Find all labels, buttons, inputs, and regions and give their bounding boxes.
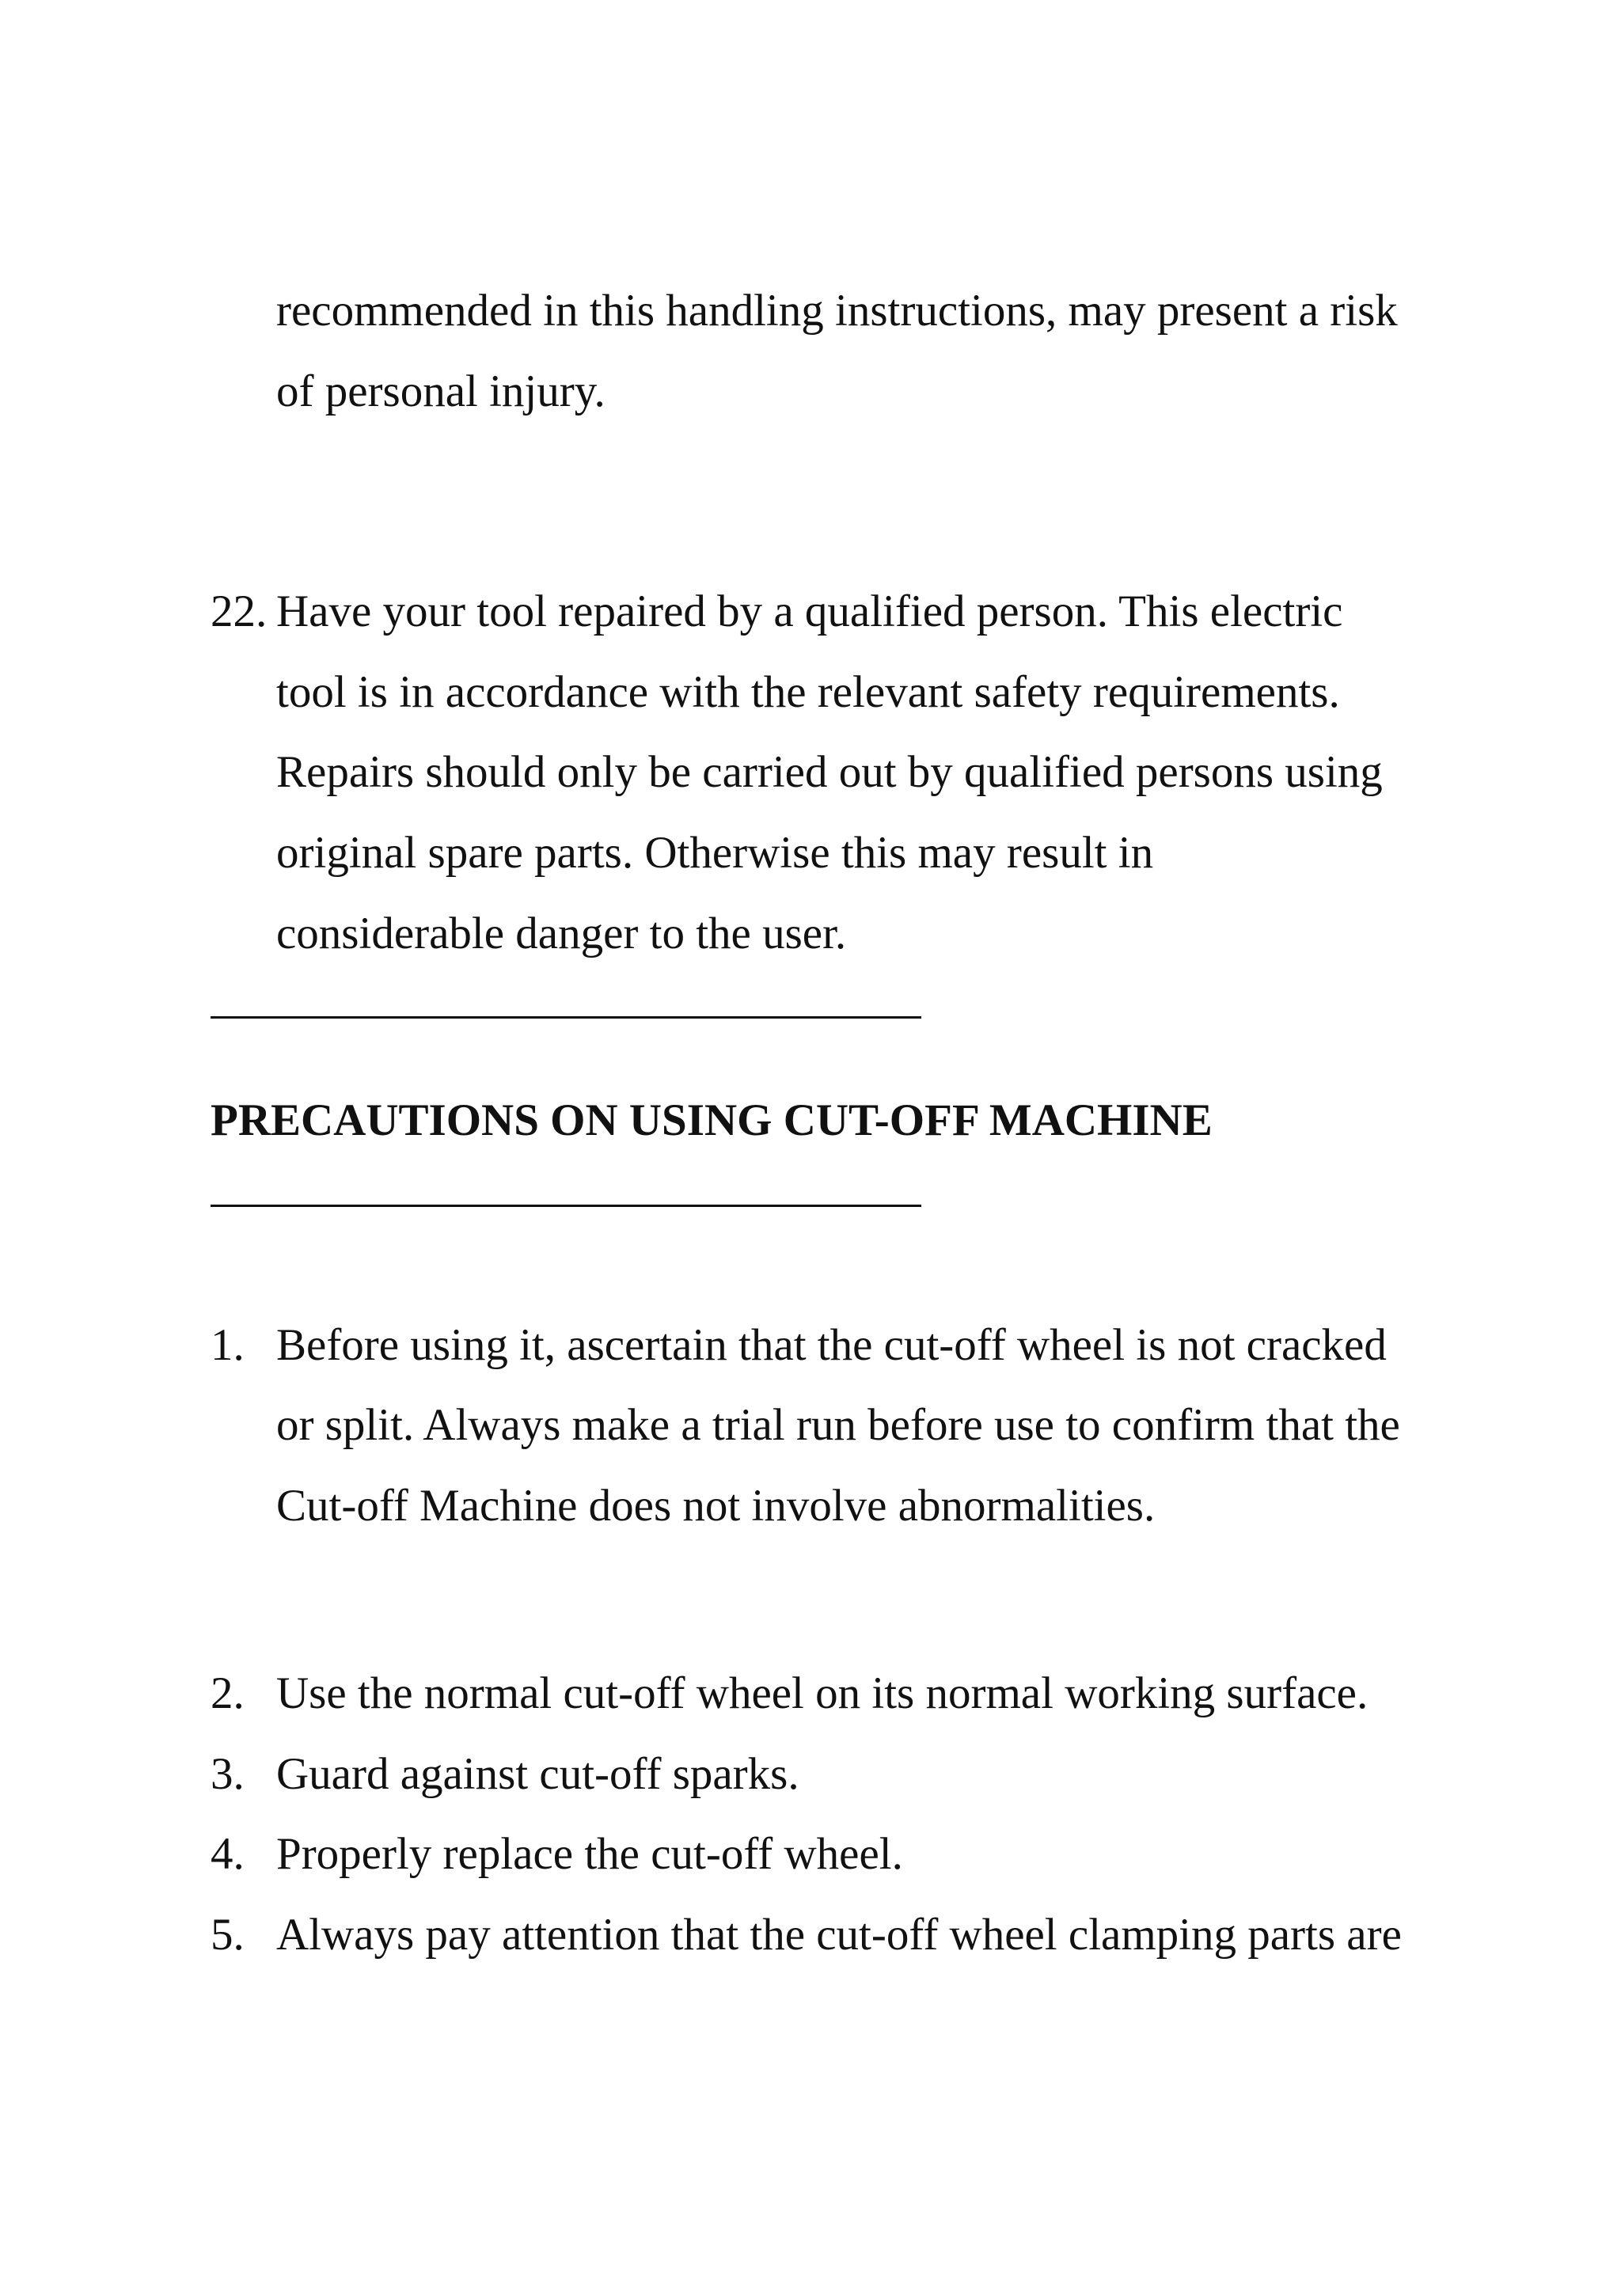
precaution-4-line-1: Properly replace the cut-off wheel. bbox=[276, 1829, 903, 1879]
precaution-5-line-1: Always pay attention that the cut-off wheel clamping parts are bbox=[276, 1910, 1402, 1960]
precaution-3-line-1: Guard against cut-off sparks. bbox=[276, 1749, 799, 1799]
item-22-line-5: considerable danger to the user. bbox=[276, 909, 847, 958]
precaution-2-line-1: Use the normal cut-off wheel on its normal working surface. bbox=[276, 1668, 1369, 1718]
top-divider bbox=[211, 1016, 921, 1019]
precaution-1-line-2: or split. Always make a trial run before use to confirm that the bbox=[276, 1400, 1400, 1450]
item-22-line-3: Repairs should only be carried out by qualified persons using bbox=[276, 747, 1383, 797]
item-22-line-4: original spare parts. Otherwise this may result in bbox=[276, 828, 1154, 878]
precaution-5-number: 5. bbox=[211, 1910, 245, 1960]
item-22-line-1: Have your tool repaired by a qualified person. This electric bbox=[276, 586, 1343, 636]
precaution-2-number: 2. bbox=[211, 1668, 245, 1718]
section-heading: PRECAUTIONS ON USING CUT-OFF MACHINE bbox=[211, 1095, 1213, 1145]
precaution-3-number: 3. bbox=[211, 1749, 245, 1799]
precaution-4-number: 4. bbox=[211, 1829, 245, 1879]
continuation-line-1: recommended in this handling instructions, may present a risk bbox=[276, 286, 1398, 336]
continuation-line-2: of personal injury. bbox=[276, 366, 606, 416]
bottom-divider bbox=[211, 1205, 921, 1207]
precaution-1-number: 1. bbox=[211, 1320, 245, 1370]
item-22-number: 22. bbox=[211, 586, 268, 636]
precaution-1-line-3: Cut-off Machine does not involve abnormalities. bbox=[276, 1481, 1156, 1531]
precaution-1-line-1: Before using it, ascertain that the cut-off wheel is not cracked bbox=[276, 1320, 1387, 1370]
item-22-line-2: tool is in accordance with the relevant safety requirements. bbox=[276, 667, 1340, 717]
